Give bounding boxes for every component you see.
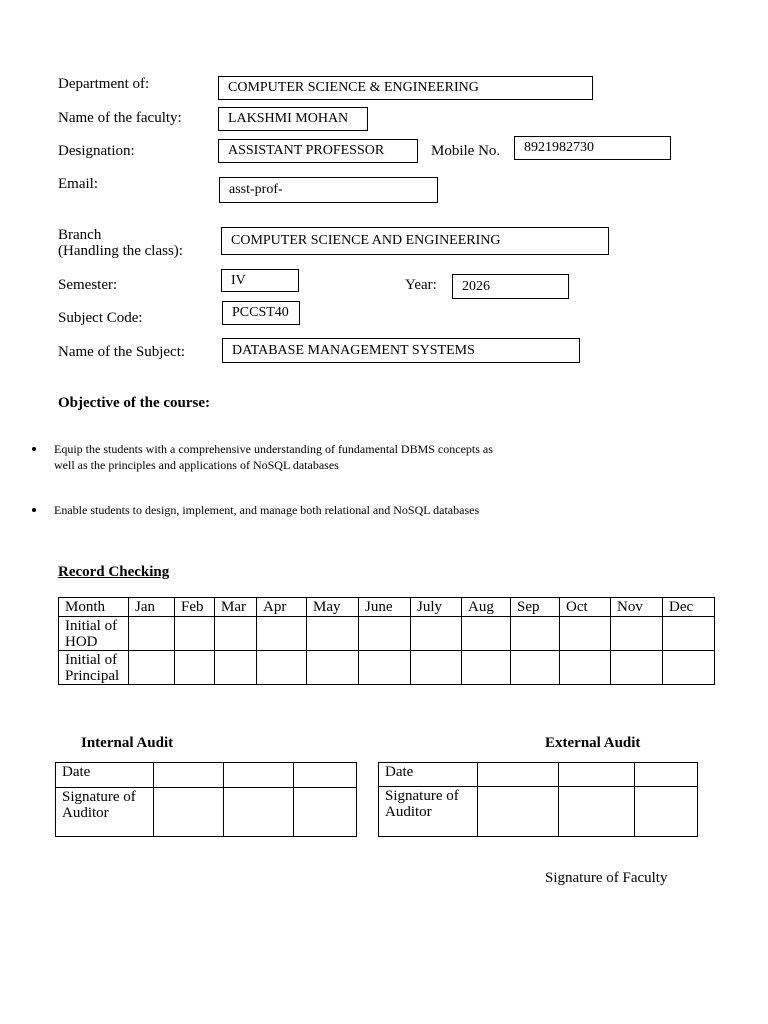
semester-field[interactable] bbox=[221, 269, 299, 292]
designation-value: ASSISTANT PROFESSOR bbox=[228, 143, 385, 158]
audit-signature-cell[interactable] bbox=[559, 787, 635, 837]
initial-cell[interactable] bbox=[663, 651, 715, 685]
month-cell-sep: Sep bbox=[511, 598, 560, 617]
audit-date-cell[interactable] bbox=[478, 763, 559, 787]
initial-cell[interactable] bbox=[129, 651, 175, 685]
initial-cell[interactable] bbox=[215, 651, 257, 685]
faculty-name-value: LAKSHMI MOHAN bbox=[228, 111, 349, 126]
subject-code-value: PCCST40 bbox=[232, 305, 289, 320]
initial-cell[interactable] bbox=[129, 617, 175, 651]
faculty-name-label: Name of the faculty: bbox=[58, 110, 182, 126]
initial-cell[interactable] bbox=[307, 617, 359, 651]
branch-label: Branch bbox=[58, 227, 102, 243]
internal-audit-heading: Internal Audit bbox=[81, 735, 174, 751]
initial-cell[interactable] bbox=[611, 651, 663, 685]
initial-cell[interactable] bbox=[462, 651, 511, 685]
bullet-icon bbox=[32, 447, 36, 451]
initial-cell[interactable] bbox=[411, 617, 462, 651]
branch-value: COMPUTER SCIENCE AND ENGINEERING bbox=[231, 233, 501, 248]
year-label: Year: bbox=[405, 277, 437, 293]
month-cell-dec: Dec bbox=[663, 598, 715, 617]
initial-cell[interactable] bbox=[411, 651, 462, 685]
external-audit-heading: External Audit bbox=[545, 735, 641, 751]
month-cell-nov: Nov bbox=[611, 598, 663, 617]
designation-field[interactable] bbox=[218, 139, 418, 163]
initial-cell[interactable] bbox=[560, 651, 611, 685]
audit-signature-cell[interactable] bbox=[154, 788, 224, 837]
department-field[interactable] bbox=[218, 76, 593, 100]
external-date-label: Date bbox=[379, 763, 478, 787]
email-label: Email: bbox=[58, 176, 98, 192]
initial-cell[interactable] bbox=[307, 651, 359, 685]
subject-name-label: Name of the Subject: bbox=[58, 344, 186, 360]
record-checking-header-row bbox=[59, 598, 715, 617]
row-label-line: Initial of bbox=[65, 618, 118, 634]
initial-cell[interactable] bbox=[611, 617, 663, 651]
table-row bbox=[59, 617, 715, 651]
month-cell-oct: Oct bbox=[560, 598, 611, 617]
objective-item-1-line2: well as the principles and applications of NoSQL databases bbox=[54, 458, 339, 472]
objective-heading: Objective of the course: bbox=[58, 395, 211, 411]
initial-cell[interactable] bbox=[175, 617, 215, 651]
subject-name-field[interactable] bbox=[222, 338, 580, 363]
audit-date-cell[interactable] bbox=[635, 763, 698, 787]
table-row bbox=[379, 763, 698, 787]
month-cell-feb: Feb bbox=[175, 598, 215, 617]
email-field[interactable] bbox=[219, 177, 438, 203]
row-label-principal bbox=[59, 651, 129, 685]
initial-cell[interactable] bbox=[560, 617, 611, 651]
record-checking-heading: Record Checking bbox=[58, 564, 170, 580]
external-signature-label bbox=[379, 787, 478, 837]
audit-signature-cell[interactable] bbox=[635, 787, 698, 837]
row-label-hod bbox=[59, 617, 129, 651]
subject-code-label: Subject Code: bbox=[58, 310, 143, 326]
semester-value: IV bbox=[231, 272, 246, 288]
initial-cell[interactable] bbox=[257, 617, 307, 651]
bullet-icon bbox=[32, 508, 36, 512]
external-audit-table bbox=[378, 762, 698, 837]
table-row bbox=[56, 763, 357, 788]
audit-date-cell[interactable] bbox=[154, 763, 224, 788]
designation-label: Designation: bbox=[58, 143, 135, 159]
signature-label-line: Signature of bbox=[385, 788, 459, 804]
semester-label: Semester: bbox=[58, 277, 118, 293]
internal-signature-label bbox=[56, 788, 154, 837]
initial-cell[interactable] bbox=[511, 651, 560, 685]
branch-field[interactable] bbox=[221, 227, 609, 255]
row-label-line: Principal bbox=[65, 668, 120, 684]
audit-signature-cell[interactable] bbox=[294, 788, 357, 837]
initial-cell[interactable] bbox=[663, 617, 715, 651]
year-field[interactable] bbox=[452, 274, 569, 299]
audit-signature-cell[interactable] bbox=[224, 788, 294, 837]
month-cell-apr: Apr bbox=[257, 598, 307, 617]
email-value: asst-prof- bbox=[229, 182, 283, 197]
row-label-line: Initial of bbox=[65, 652, 118, 668]
initial-cell[interactable] bbox=[257, 651, 307, 685]
signature-label-line: Auditor bbox=[62, 805, 109, 821]
mobile-value: 8921982730 bbox=[524, 140, 594, 155]
row-label-line: HOD bbox=[65, 634, 98, 650]
objective-item-2-line1: Enable students to design, implement, and manage both relational and NoSQL databases bbox=[54, 503, 480, 517]
internal-audit-table bbox=[55, 762, 357, 837]
branch-label-sub: (Handling the class): bbox=[58, 243, 183, 259]
month-cell-may: May bbox=[307, 598, 359, 617]
audit-date-cell[interactable] bbox=[224, 763, 294, 788]
month-cell-mar: Mar bbox=[215, 598, 257, 617]
signature-label-line: Signature of bbox=[62, 789, 136, 805]
table-row bbox=[379, 787, 698, 837]
subject-name-value: DATABASE MANAGEMENT SYSTEMS bbox=[232, 342, 475, 358]
department-value: COMPUTER SCIENCE & ENGINEERING bbox=[228, 80, 479, 95]
year-value: 2026 bbox=[462, 278, 490, 294]
audit-signature-cell[interactable] bbox=[478, 787, 559, 837]
department-label: Department of: bbox=[58, 76, 150, 92]
initial-cell[interactable] bbox=[359, 617, 411, 651]
signature-of-faculty: Signature of Faculty bbox=[545, 870, 668, 886]
audit-date-cell[interactable] bbox=[559, 763, 635, 787]
month-cell-jan: Jan bbox=[129, 598, 175, 617]
internal-date-label: Date bbox=[56, 763, 154, 788]
initial-cell[interactable] bbox=[462, 617, 511, 651]
initial-cell[interactable] bbox=[215, 617, 257, 651]
signature-label-line: Auditor bbox=[385, 804, 432, 820]
audit-date-cell[interactable] bbox=[294, 763, 357, 788]
table-row bbox=[56, 788, 357, 837]
month-cell-july: July bbox=[411, 598, 462, 617]
table-row bbox=[59, 651, 715, 685]
month-cell-aug: Aug bbox=[462, 598, 511, 617]
initial-cell[interactable] bbox=[359, 651, 411, 685]
faculty-name-field[interactable] bbox=[218, 107, 368, 131]
initial-cell[interactable] bbox=[511, 617, 560, 651]
month-header-cell: Month bbox=[59, 598, 129, 617]
initial-cell[interactable] bbox=[175, 651, 215, 685]
month-cell-june: June bbox=[359, 598, 411, 617]
mobile-label: Mobile No. bbox=[431, 143, 501, 159]
mobile-field[interactable] bbox=[514, 136, 671, 160]
objective-item-1-line1: Equip the students with a comprehensive understanding of fundamental DBMS concepts as bbox=[54, 442, 493, 456]
record-checking-table bbox=[58, 597, 715, 685]
subject-code-field[interactable] bbox=[222, 301, 300, 325]
